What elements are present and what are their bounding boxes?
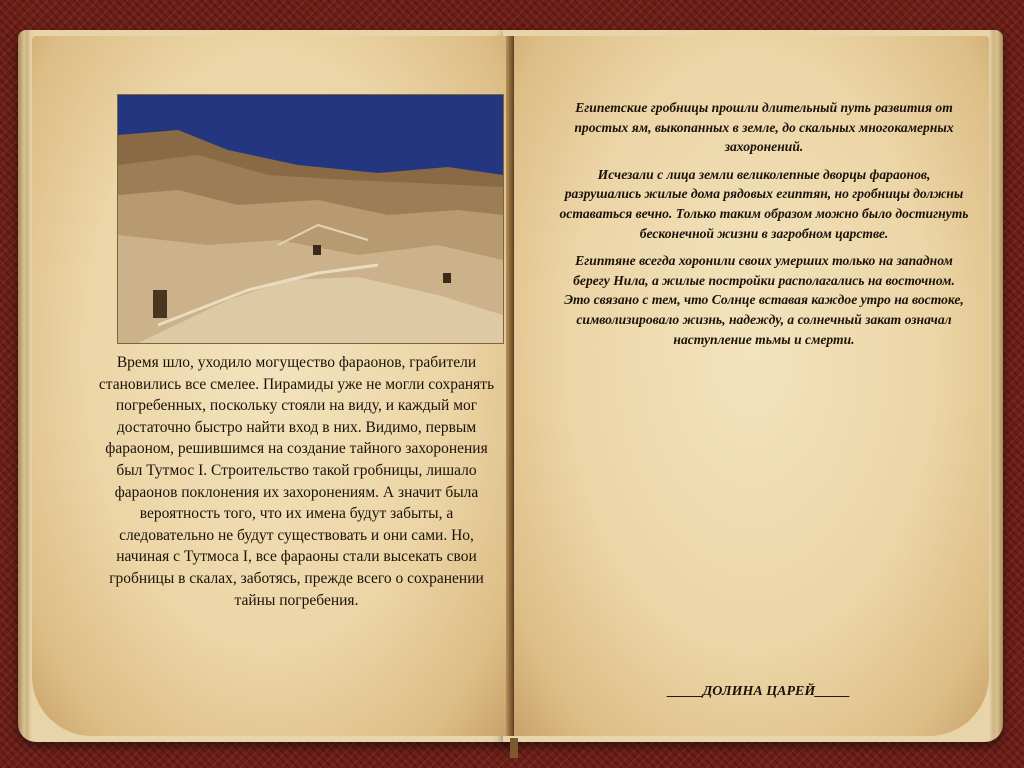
right-paragraph-1: Египетские гробницы прошли длительный путь развития от простых ям, выкопанных в земле, до скальных многокамерных захоронений. <box>574 100 954 155</box>
left-page <box>32 36 507 736</box>
valley-of-the-kings-photo <box>117 94 504 344</box>
right-page-text <box>559 98 969 357</box>
right-paragraph-3: Египтяне всегда хоронили своих умерших только на западном берегу Нила, а жилые постройки располагались на восточном. Это связано с тем, что Солнце вставая каждое утро на востоке, символизировало жизнь, надежду, а солнечный закат означал наступление тьмы и смерти. <box>564 253 964 347</box>
right-page <box>514 36 989 736</box>
open-book <box>18 22 1003 750</box>
right-paragraph-2: Исчезали с лица земли великолепные дворцы фараонов, разрушались жилые дома рядовых египтян, но гробницы должны оставаться вечно. Только таким образом можно было достигнуть бесконечной жизни в загробном царстве. <box>559 166 969 241</box>
page-title: _____ДОЛИНА ЦАРЕЙ_____ <box>667 684 851 699</box>
left-page-text: Время шло, уходило могущество фараонов, грабители становились все смелее. Пирамиды уже не могли сохранять погребенных, поскольку стояли на виду, и каждый мог достаточно быстро найти вход в них. Видимо, первым фараоном, решившимся на создание тайного захоронения был Тутмос I. Строительство такой гробницы, лишало фараонов поклонения их захоронениям. А значит была вероятность того, что их имена будут забыты, а следовательно не будут существовать и они сами. Но, начиная с Тутмоса I, все фараоны стали высекать свои гробницы в скалах, заботясь, прежде всего о сохранении тайны погребения. <box>98 354 495 609</box>
bookmark-ribbon <box>510 738 518 758</box>
